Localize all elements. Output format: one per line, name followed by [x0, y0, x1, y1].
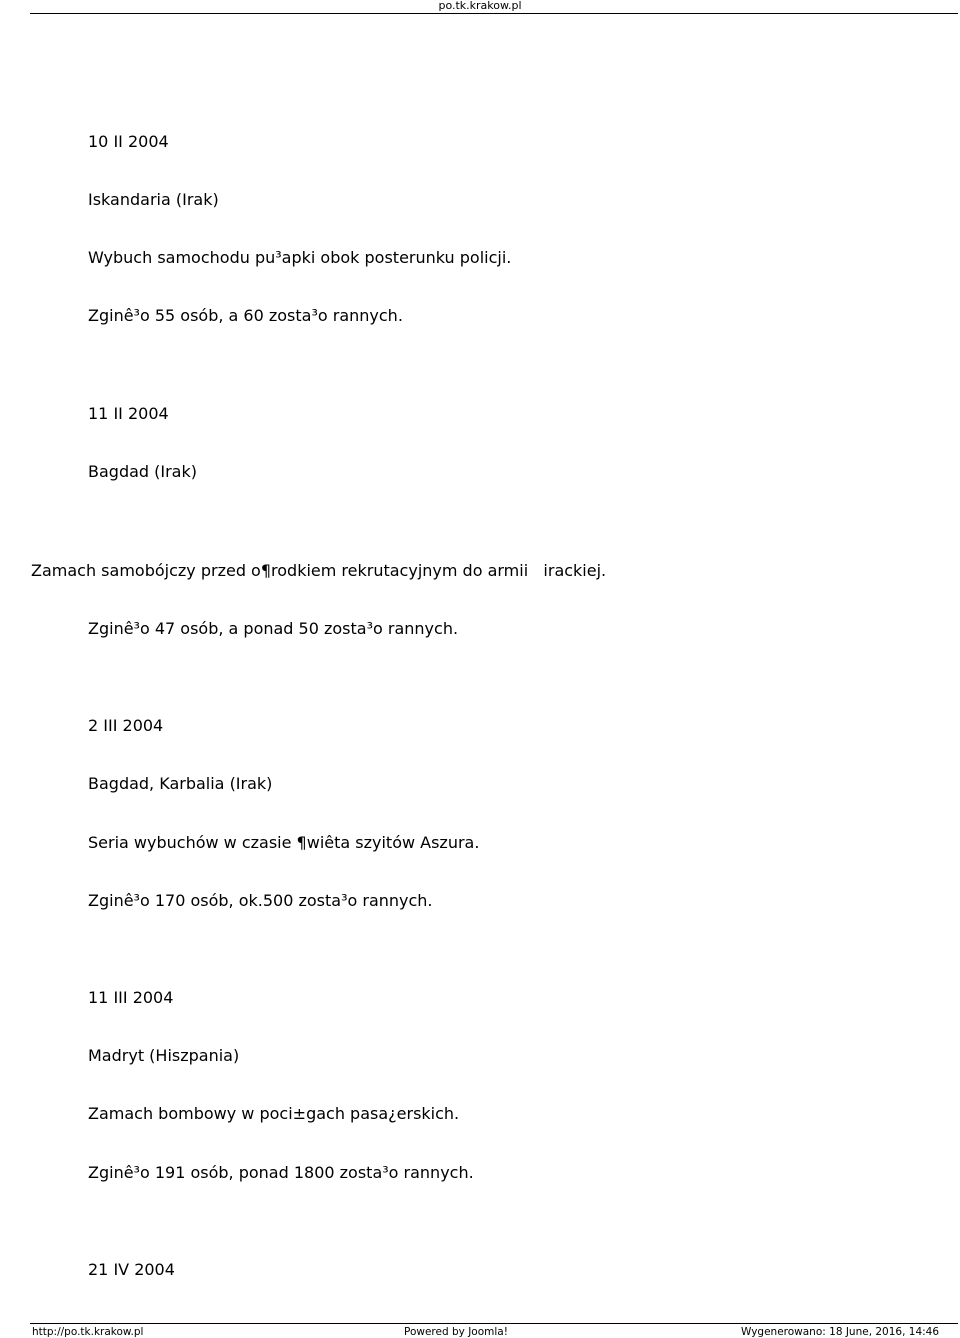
- entry-casualties: Zginê³o 191 osób, ponad 1800 zosta³o rannych.: [88, 1163, 474, 1182]
- entry-date: 11 III 2004: [88, 988, 174, 1007]
- header-divider: [30, 13, 958, 14]
- entry-casualties: Zginê³o 47 osób, a ponad 50 zosta³o rannych.: [88, 619, 459, 638]
- site-header: [0, 0, 960, 14]
- entry-casualties: Zginê³o 55 osób, a 60 zosta³o rannych.: [88, 306, 403, 325]
- entry-event: Zamach bombowy w poci±gach pasa¿erskich.: [88, 1104, 460, 1123]
- entry-place: Iskandaria (Irak): [88, 190, 219, 209]
- footer-powered-by: Powered by Joomla!: [404, 1326, 508, 1338]
- site-name: po.tk.krakow.pl: [438, 0, 522, 12]
- entry-date: 10 II 2004: [88, 132, 169, 151]
- footer-url[interactable]: http://po.tk.krakow.pl: [32, 1326, 144, 1338]
- entry-event: Wybuch samochodu pu³apki obok posterunku policji.: [88, 248, 512, 267]
- entry-event: Seria wybuchów w czasie ¶wiêta szyitów Aszura.: [88, 833, 480, 852]
- entry-date: 11 II 2004: [88, 404, 169, 423]
- entry-date: 21 IV 2004: [88, 1260, 175, 1279]
- entry-event: Zamach samobójczy przed o¶rodkiem rekrutacyjnym do armii irackiej.: [31, 561, 607, 580]
- entry-place: Madryt (Hiszpania): [88, 1046, 240, 1065]
- footer-generated-date: Wygenerowano: 18 June, 2016, 14:46: [741, 1326, 940, 1338]
- entry-place: Bagdad (Irak): [88, 462, 197, 481]
- entry-place: Bagdad, Karbalia (Irak): [88, 774, 273, 793]
- footer-divider: [30, 1323, 958, 1324]
- entry-date: 2 III 2004: [88, 716, 164, 735]
- entry-casualties: Zginê³o 170 osób, ok.500 zosta³o rannych.: [88, 891, 433, 910]
